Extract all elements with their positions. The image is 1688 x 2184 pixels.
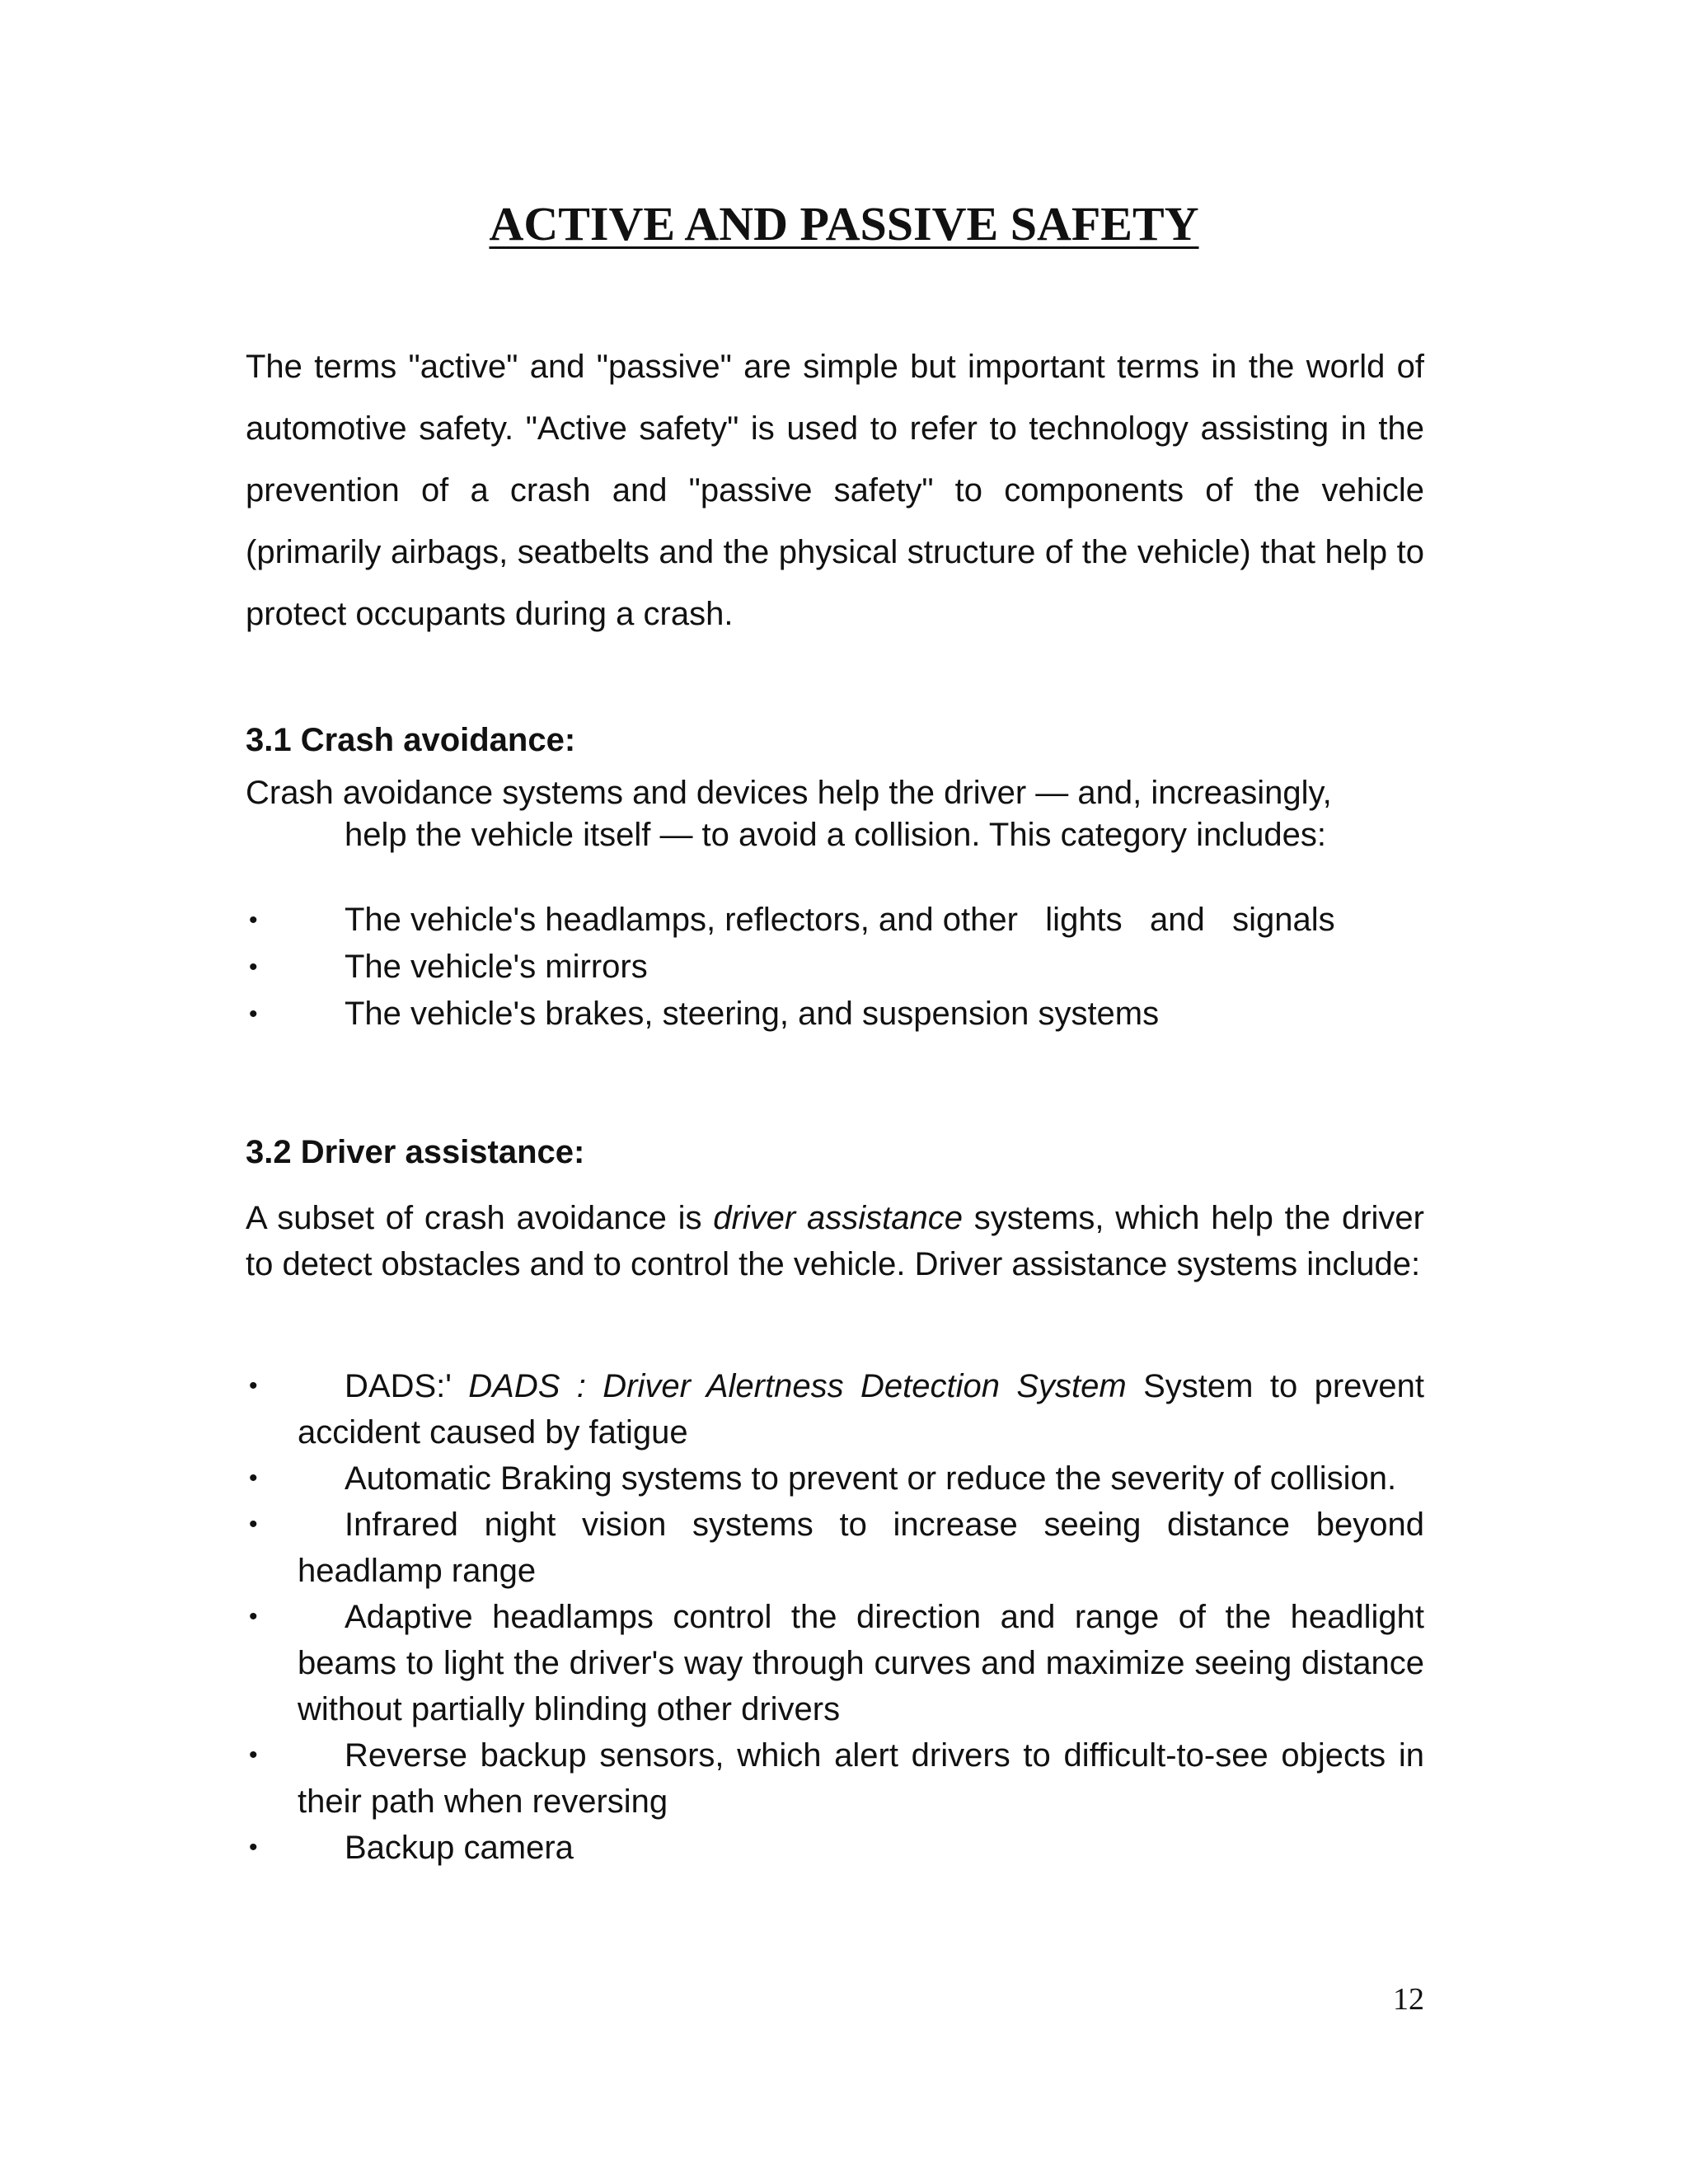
- list-item-text: Reverse backup sensors, which alert drivers to difficult-to-see objects in their path when reversing: [298, 1737, 1424, 1820]
- bullet-icon: •: [249, 1001, 258, 1028]
- list-item: [246, 897, 1424, 944]
- list-item: [246, 1363, 1424, 1455]
- crash-avoidance-line-1: Crash avoidance systems and devices help the driver — and, increasingly,: [246, 775, 1332, 811]
- bullet-icon: •: [249, 1372, 258, 1399]
- list-item: [246, 1594, 1424, 1732]
- intro-paragraph: The terms "active" and "passive" are simple but important terms in the world of automotive safety. "Active safety" is used to refer to technology assisting in the prevention of a crash and "passive safety" to components of the vehicle (primarily airbags, seatbelts and the physical structure of the vehicle) that help to protect occupants during a crash.: [246, 349, 1424, 632]
- bullet-icon: •: [249, 1511, 258, 1538]
- bullet-icon: •: [249, 1465, 258, 1492]
- page-title: ACTIVE AND PASSIVE SAFETY: [489, 197, 1199, 251]
- driver-assistance-list: [246, 1363, 1424, 1871]
- bullet-icon: •: [249, 1603, 258, 1630]
- list-item-text: The vehicle's brakes, steering, and suspension systems: [345, 996, 1160, 1032]
- section-heading-driver-assistance: 3.2 Driver assistance:: [246, 1134, 585, 1170]
- crash-avoidance-line-2: help the vehicle itself — to avoid a collision. This category includes:: [345, 817, 1326, 853]
- list-item: [246, 944, 1424, 991]
- crash-avoidance-list: [246, 897, 1424, 1038]
- bullet-icon: •: [249, 1834, 258, 1861]
- list-item-text-a: DADS:': [345, 1368, 469, 1404]
- bullet-icon: •: [249, 1741, 258, 1769]
- crash-avoidance-paragraph: [246, 772, 1424, 856]
- list-item: [246, 1455, 1424, 1502]
- list-item-text-b: System to prevent accident caused by fatigue: [298, 1368, 1425, 1451]
- bullet-icon: •: [249, 954, 258, 981]
- list-item-text: The vehicle's mirrors: [345, 949, 648, 985]
- list-item-emphasis: DADS : Driver Alertness Detection System: [468, 1368, 1127, 1404]
- bullet-icon: •: [249, 907, 258, 934]
- list-item: [246, 1502, 1424, 1594]
- list-item-text: Adaptive headlamps control the direction and range of the headlight beams to light the driver's way through curves and maximize seeing distance without partially blinding other drivers: [298, 1599, 1424, 1727]
- driver-assistance-paragraph: [246, 1195, 1424, 1287]
- page-number: 12: [1393, 1982, 1424, 2017]
- list-item-text: Backup camera: [345, 1830, 574, 1866]
- list-item-text: Infrared night vision systems to increase seeing distance beyond headlamp range: [298, 1507, 1424, 1589]
- list-item: [246, 1825, 1424, 1871]
- list-item-text: The vehicle's headlamps, reflectors, and other lights and signals: [345, 902, 1335, 938]
- list-item: [246, 1732, 1424, 1825]
- driver-assistance-text-b: systems, which help the driver to detect obstacles and to control the vehicle. Driver assistance systems include:: [246, 1200, 1424, 1282]
- list-item: [246, 991, 1424, 1038]
- list-item-text: Automatic Braking systems to prevent or reduce the severity of collision.: [345, 1460, 1397, 1497]
- driver-assistance-text-a: A subset of crash avoidance is: [246, 1200, 714, 1236]
- section-heading-crash-avoidance: 3.1 Crash avoidance:: [246, 722, 576, 758]
- driver-assistance-emphasis: driver assistance: [713, 1200, 963, 1236]
